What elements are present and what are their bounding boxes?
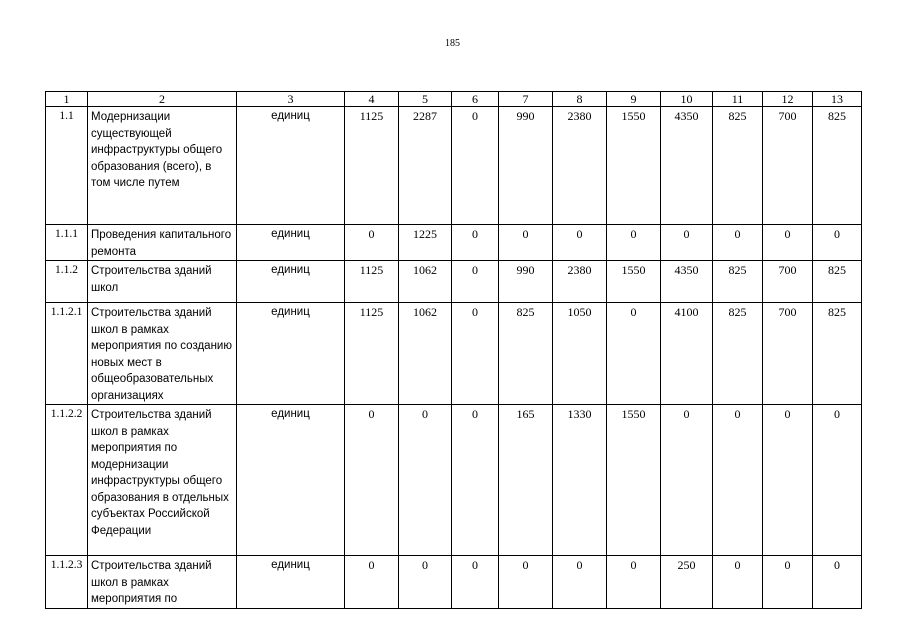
header-cell: 12 (763, 92, 813, 107)
header-cell: 1 (46, 92, 88, 107)
row-value: 0 (452, 303, 499, 405)
row-value: 0 (452, 107, 499, 225)
row-value: 0 (607, 225, 661, 261)
row-value: 0 (399, 405, 452, 556)
row-name: Строительства зданий школ (88, 261, 237, 303)
row-value: 1125 (345, 107, 399, 225)
row-value: 165 (499, 405, 553, 556)
row-value: 1125 (345, 261, 399, 303)
row-value: 0 (661, 225, 713, 261)
row-value: 0 (713, 405, 763, 556)
header-cell: 8 (553, 92, 607, 107)
row-name: Строительства зданий школ в рамках мероприятия по созданию новых мест в общеобразовательных организациях (88, 303, 237, 405)
header-cell: 10 (661, 92, 713, 107)
row-value: 700 (763, 303, 813, 405)
row-value: 1550 (607, 107, 661, 225)
table-row (46, 556, 862, 609)
row-value: 1050 (553, 303, 607, 405)
row-value: 2380 (553, 107, 607, 225)
row-value: 1062 (399, 261, 452, 303)
row-value: 0 (345, 556, 399, 609)
row-value: 1330 (553, 405, 607, 556)
row-value: 990 (499, 107, 553, 225)
row-value: 825 (813, 261, 862, 303)
row-code: 1.1.1 (46, 225, 88, 261)
table-row (46, 303, 862, 405)
row-code: 1.1.2.1 (46, 303, 88, 405)
row-value: 825 (713, 107, 763, 225)
row-value: 825 (713, 303, 763, 405)
row-value: 0 (345, 225, 399, 261)
row-name: Проведения капитального ремонта (88, 225, 237, 261)
page-number: 185 (445, 38, 460, 49)
row-name: Модернизации существующей инфраструктуры общего образования (всего), в том числе путем (88, 107, 237, 225)
row-value: 700 (763, 107, 813, 225)
row-name: Строительства зданий школ в рамках мероприятия по (88, 556, 237, 609)
row-value: 4350 (661, 261, 713, 303)
row-value: 0 (499, 225, 553, 261)
row-value: 0 (763, 556, 813, 609)
row-value: 250 (661, 556, 713, 609)
row-value: 4350 (661, 107, 713, 225)
header-cell: 7 (499, 92, 553, 107)
row-code: 1.1.2 (46, 261, 88, 303)
row-value: 825 (813, 107, 862, 225)
row-value: 0 (452, 261, 499, 303)
row-value: 0 (452, 405, 499, 556)
row-unit: единиц (237, 225, 345, 261)
table-row (46, 107, 862, 225)
row-value: 1225 (399, 225, 452, 261)
row-value: 0 (813, 556, 862, 609)
row-value: 0 (713, 556, 763, 609)
header-cell: 4 (345, 92, 399, 107)
header-cell: 3 (237, 92, 345, 107)
row-code: 1.1 (46, 107, 88, 225)
row-unit: единиц (237, 303, 345, 405)
row-unit: единиц (237, 556, 345, 609)
row-code: 1.1.2.2 (46, 405, 88, 556)
row-value: 0 (763, 405, 813, 556)
header-row (46, 92, 862, 107)
header-cell: 2 (88, 92, 237, 107)
row-value: 0 (399, 556, 452, 609)
row-value: 2287 (399, 107, 452, 225)
row-value: 0 (661, 405, 713, 556)
row-value: 825 (813, 303, 862, 405)
row-value: 0 (763, 225, 813, 261)
row-value: 0 (499, 556, 553, 609)
row-unit: единиц (237, 107, 345, 225)
row-value: 825 (713, 261, 763, 303)
table-row (46, 405, 862, 556)
header-cell: 11 (713, 92, 763, 107)
data-table (45, 91, 862, 609)
row-value: 0 (345, 405, 399, 556)
row-unit: единиц (237, 261, 345, 303)
row-value: 0 (607, 303, 661, 405)
header-cell: 13 (813, 92, 862, 107)
row-value: 825 (499, 303, 553, 405)
row-value: 0 (607, 556, 661, 609)
row-value: 0 (452, 225, 499, 261)
table-row (46, 225, 862, 261)
row-value: 1550 (607, 261, 661, 303)
row-value: 0 (553, 225, 607, 261)
row-value: 1125 (345, 303, 399, 405)
row-value: 700 (763, 261, 813, 303)
row-value: 4100 (661, 303, 713, 405)
row-value: 2380 (553, 261, 607, 303)
header-cell: 9 (607, 92, 661, 107)
row-value: 0 (813, 405, 862, 556)
table-row (46, 261, 862, 303)
row-code: 1.1.2.3 (46, 556, 88, 609)
row-name: Строительства зданий школ в рамках мероприятия по модернизации инфраструктуры общего образования в отдельных субъектах Российской Федерации (88, 405, 237, 556)
header-cell: 5 (399, 92, 452, 107)
header-cell: 6 (452, 92, 499, 107)
row-value: 0 (713, 225, 763, 261)
row-value: 0 (813, 225, 862, 261)
row-value: 0 (452, 556, 499, 609)
row-value: 1062 (399, 303, 452, 405)
row-value: 1550 (607, 405, 661, 556)
row-value: 0 (553, 556, 607, 609)
row-value: 990 (499, 261, 553, 303)
row-unit: единиц (237, 405, 345, 556)
